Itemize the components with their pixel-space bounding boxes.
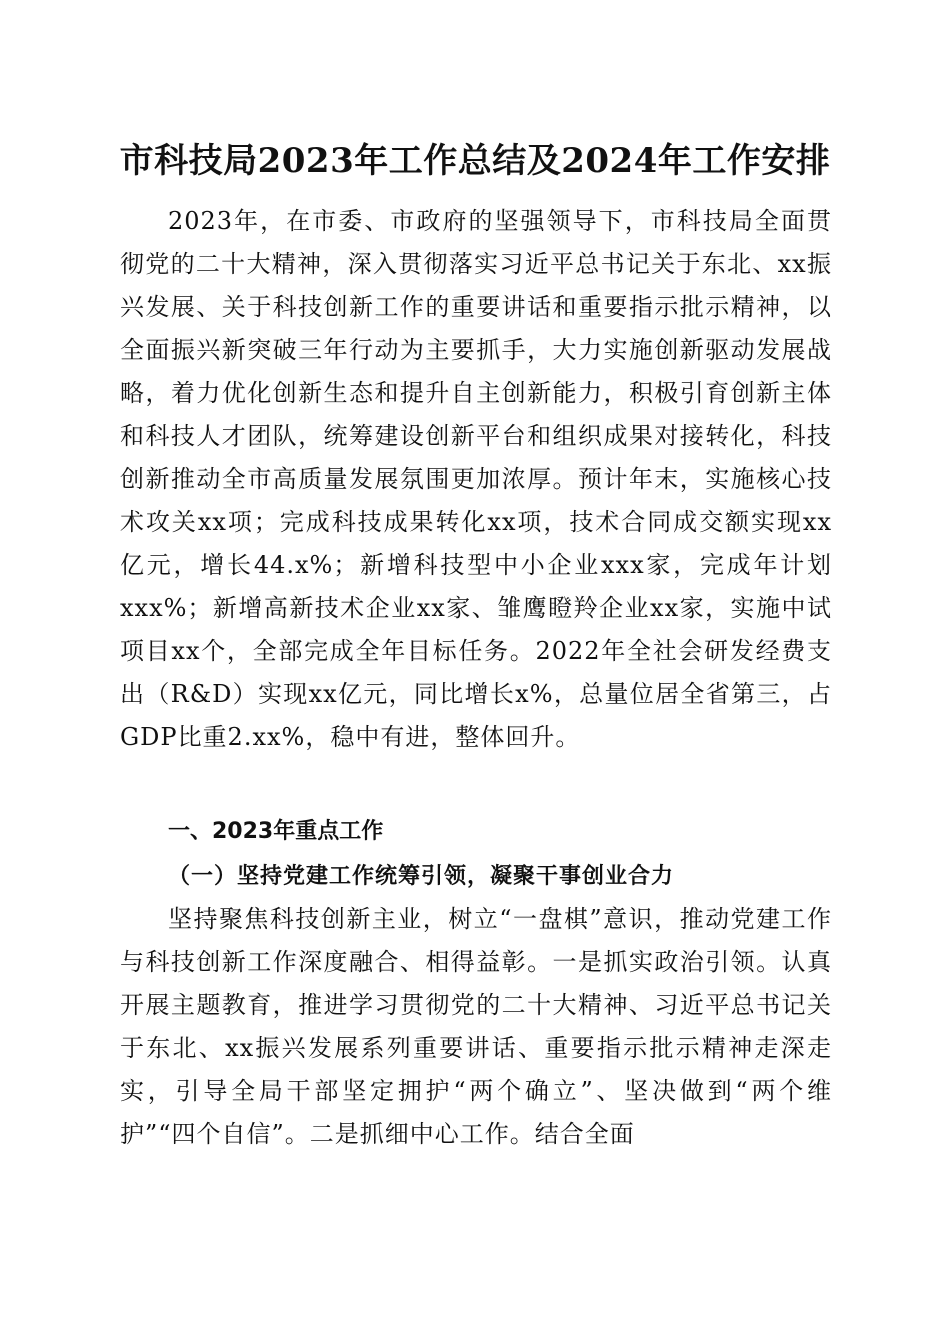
section-paragraph-block xyxy=(120,898,832,1156)
document-title: 市科技局2023年工作总结及2024年工作安排 xyxy=(119,141,831,181)
intro-paragraph-block xyxy=(120,200,832,759)
subsection-heading: （一）坚持党建工作统筹引领，凝聚干事创业合力 xyxy=(168,863,675,889)
section-heading: 一、2023年重点工作 xyxy=(168,819,384,844)
intro-paragraph: 2023年，在市委、市政府的坚强领导下，市科技局全面贯彻党的二十大精神，深入贯彻落实习近平总书记关于东北、xx振兴发展、关于科技创新工作的重要讲话和重要指示批示精神，以全面振兴新突破三年行动为主要抓手，大力实施创新驱动发展战略，着力优化创新生态和提升自主创新能力，积极引育创新主体和科技人才团队，统筹建设创新平台和组织成果对接转化，科技创新推动全市高质量发展氛围更加浓厚。预计年末，实施核心技术攻关xx项；完成科技成果转化xx项，技术合同成交额实现xx亿元，增长44.x%；新增科技型中小企业xxx家，完成年计划xxx%；新增高新技术企业xx家、雏鹰瞪羚企业xx家，实施中试项目xx个，全部完成全年目标任务。2022年全社会研发经费支出（R&D）实现xx亿元，同比增长x%，总量位居全省第三，占GDP比重2.xx%，稳中有进，整体回升。 xyxy=(120,207,832,751)
section-paragraph: 坚持聚焦科技创新主业，树立“一盘棋”意识，推动党建工作与科技创新工作深度融合、相得益彰。一是抓实政治引领。认真开展主题教育，推进学习贯彻党的二十大精神、习近平总书记关于东北、xx振兴发展系列重要讲话、重要指示批示精神走深走实，引导全局干部坚定拥护“两个确立”、坚决做到“两个维护”“四个自信”。二是抓细中心工作。结合全面 xyxy=(120,905,832,1148)
